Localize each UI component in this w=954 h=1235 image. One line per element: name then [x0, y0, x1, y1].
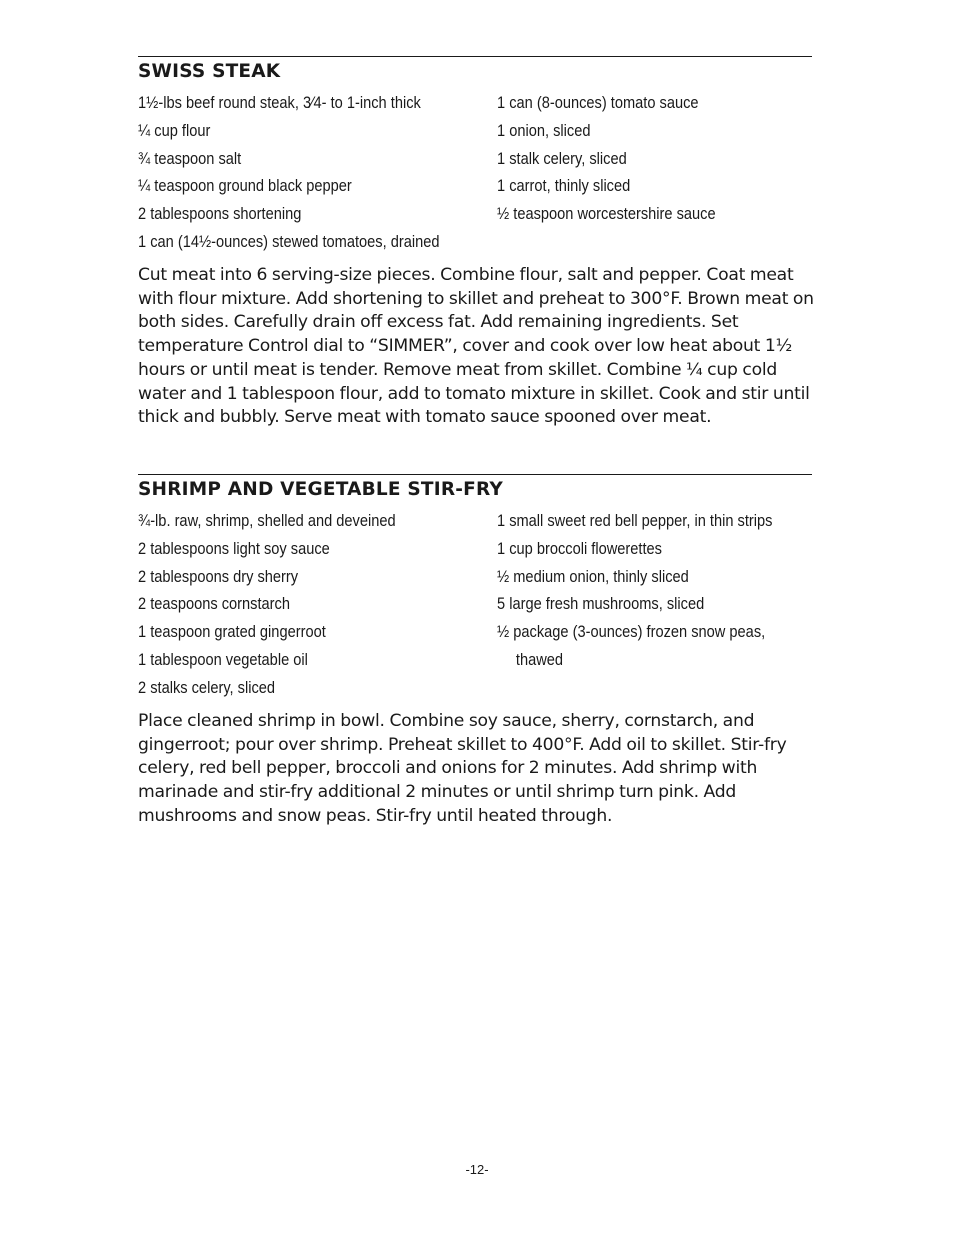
ingredient-item: 1 small sweet red bell pepper, in thin strips [497, 511, 773, 530]
ingredient-item: 2 teaspoons cornstarch [138, 594, 290, 614]
recipe-method: Place cleaned shrimp in bowl. Combine soy sauce, sherry, cornstarch, and gingerroot; pour over shrimp. Preheat skillet to 400°F. Add oil to skillet. Stir-fry celery, red bell pepper, broccoli and onions for 2 minutes. Add shrimp with marinade and stir-fry additional 2 minutes or until shrimp turn pink. Add mushrooms and snow peas. Stir-fry until heated through. [138, 711, 787, 826]
section-divider [138, 474, 812, 475]
ingredient-column-right [497, 89, 817, 228]
recipe-title: SHRIMP AND VEGETABLE STIR-FRY [138, 479, 504, 500]
ingredient-item: ¼ teaspoon ground black pepper [138, 176, 352, 196]
section-divider [138, 56, 812, 57]
ingredient-item: 1 tablespoon vegetable oil [138, 649, 308, 669]
ingredient-item: ¼ cup flour [138, 120, 211, 140]
ingredient-column-right [497, 507, 817, 674]
ingredient-item: ½ medium onion, thinly sliced [497, 566, 689, 586]
page-number: -12- [465, 1162, 489, 1177]
ingredient-item: ½ teaspoon worcestershire sauce [497, 204, 716, 224]
ingredient-item: 1½-lbs beef round steak, 3⁄4- to 1-inch thick [138, 93, 421, 112]
recipe-shrimp-stir-fry [138, 474, 812, 826]
ingredient-item: 1 carrot, thinly sliced [497, 176, 631, 196]
ingredient-item: 2 tablespoons dry sherry [138, 566, 299, 586]
recipe-method: Cut meat into 6 serving-size pieces. Combine flour, salt and pepper. Coat meat with flour mixture. Add shortening to skillet and preheat to 300°F. Brown meat on both sides. Carefully drain off excess fat. Add remaining ingredients. Set temperature Control dial to “SIMMER”, cover and cook over low heat about 1½ hours or until meat is tender. Remove meat from skillet. Combine ¼ cup cold water and 1 tablespoon flour, add to tomato mixture in skillet. Cook and stir until thick and bubbly. Serve meat with tomato sauce spooned over meat. [138, 265, 814, 428]
ingredient-item: 1 stalk celery, sliced [497, 148, 627, 168]
ingredient-item: 1 cup broccoli flowerettes [497, 538, 662, 558]
ingredient-item: ½ package (3-ounces) frozen snow peas, [497, 622, 766, 642]
ingredient-item: ¾-lb. raw, shrimp, shelled and deveined [138, 511, 396, 530]
ingredient-item: 2 tablespoons light soy sauce [138, 538, 330, 558]
ingredient-item: 5 large fresh mushrooms, sliced [497, 594, 705, 614]
recipe-swiss-steak [138, 56, 814, 428]
ingredient-column-left [138, 507, 498, 702]
ingredient-item: 1 can (14½-ounces) stewed tomatoes, drained [138, 231, 440, 251]
ingredient-column-left [138, 89, 498, 256]
ingredient-item: 2 stalks celery, sliced [138, 677, 276, 697]
ingredient-item: 1 onion, sliced [497, 120, 591, 140]
ingredient-item: 1 teaspoon grated gingerroot [138, 622, 326, 642]
ingredient-item: ¾ teaspoon salt [138, 148, 242, 168]
ingredient-item: 2 tablespoons shortening [138, 204, 302, 224]
ingredient-list [138, 507, 812, 707]
ingredient-item-continuation: thawed [515, 649, 564, 669]
ingredient-list [138, 89, 812, 261]
ingredient-item: 1 can (8-ounces) tomato sauce [497, 93, 699, 112]
recipe-title: SWISS STEAK [138, 61, 281, 82]
